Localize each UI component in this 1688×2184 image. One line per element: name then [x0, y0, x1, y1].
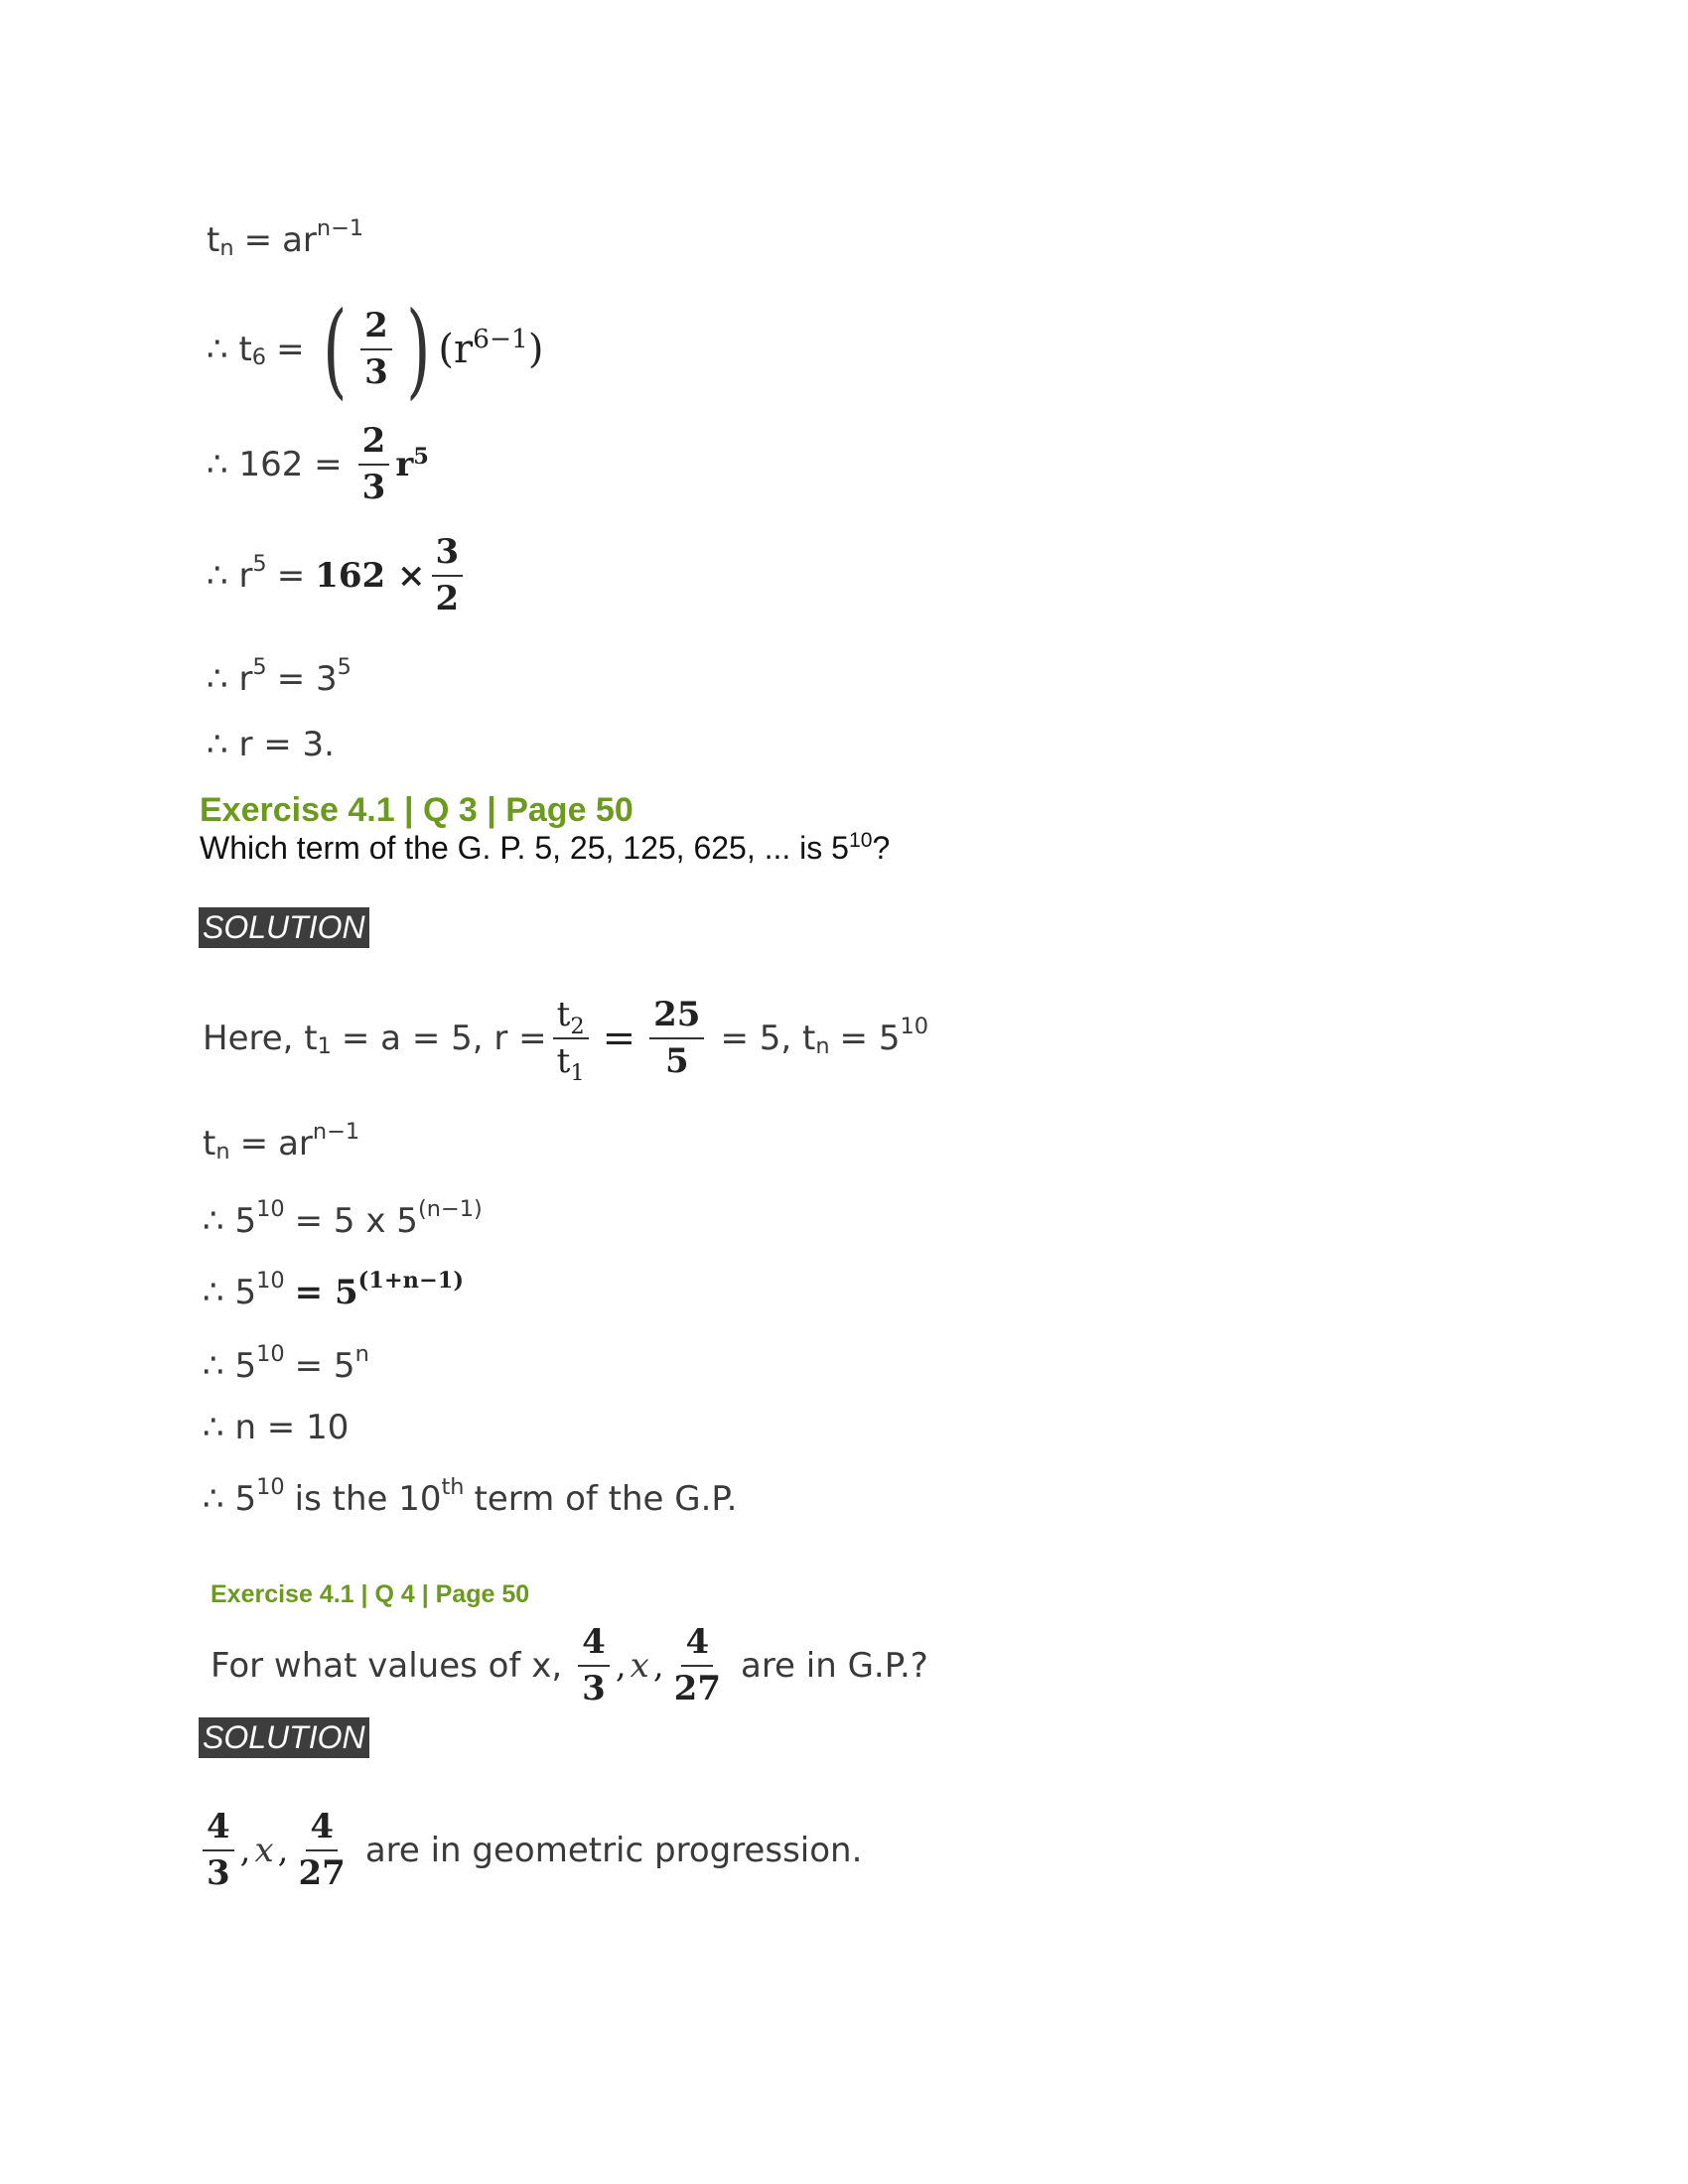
- step-r5-prefix: ∴ r: [207, 556, 253, 597]
- step-text: ∴ r = 3.: [207, 725, 335, 764]
- step-prefix: ∴ 5: [203, 1201, 257, 1241]
- step-prefix: ∴ 5: [203, 1346, 257, 1386]
- q4-statement: [203, 1809, 862, 1893]
- fraction-2-3: [360, 305, 392, 392]
- power-exponent: 5: [413, 444, 429, 471]
- step-sup2: n: [354, 1340, 369, 1367]
- comma: ,: [615, 1646, 627, 1687]
- here-mid3: = 5: [839, 1019, 901, 1059]
- formula-rhs-sup: n−1: [316, 214, 364, 241]
- step-mid: is the 10: [294, 1479, 442, 1519]
- fraction-denominator: [553, 1039, 589, 1087]
- q4-heading: Exercise 4.1 | Q 4 | Page 50: [211, 1580, 530, 1608]
- here-mid2: = 5, t: [720, 1019, 816, 1059]
- step-162: [207, 423, 429, 507]
- step-r5-eq: =: [276, 556, 306, 597]
- step-t6-sub: 6: [251, 343, 267, 370]
- here-sup: 10: [900, 1014, 929, 1040]
- den-sub: 1: [570, 1060, 585, 1087]
- power-group: $(r^{6-1})$: [438, 324, 544, 372]
- fraction-numerator: 4: [681, 1624, 713, 1667]
- formula-rhs: ar: [282, 220, 317, 260]
- statement-end: are in geometric progression.: [364, 1831, 863, 1871]
- here-eq: =: [602, 1016, 636, 1062]
- comma: ,: [239, 1831, 251, 1871]
- here-mid1: = a = 5, r =: [341, 1019, 547, 1059]
- q3-step4: [203, 1408, 349, 1447]
- here-prefix: Here, t: [203, 1019, 318, 1059]
- comma: ,: [277, 1831, 289, 1871]
- fraction-denominator: 27: [298, 1853, 346, 1894]
- step-sup2: th: [441, 1473, 465, 1500]
- fraction-numerator: 2: [358, 423, 390, 466]
- num-sub: 2: [570, 1013, 585, 1039]
- power-r5: [395, 445, 429, 484]
- fraction-numerator: 25: [649, 997, 704, 1039]
- step-end: term of the G.P.: [474, 1479, 738, 1519]
- formula-rhs: ar: [278, 1124, 313, 1163]
- q3-question-sup: 10: [848, 829, 873, 853]
- formula-lhs-sub: n: [215, 1138, 230, 1164]
- fraction-25-5: [649, 997, 704, 1081]
- q3-step1: [203, 1195, 483, 1241]
- q4-solution-badge: SOLUTION: [199, 1717, 369, 1758]
- q3-step2: [203, 1267, 464, 1312]
- q4-question: [211, 1624, 928, 1708]
- step-mid: = 5 x 5: [294, 1201, 418, 1241]
- power-exponent: 6−1: [473, 324, 528, 355]
- formula-rhs-sup: n−1: [312, 1118, 360, 1145]
- fraction-numerator: 2: [360, 308, 392, 350]
- step-eq: = 3: [276, 659, 338, 699]
- power-base: r: [395, 445, 414, 485]
- q3-question: [200, 830, 890, 867]
- q3-heading: Exercise 4.1 | Q 3 | Page 50: [200, 791, 633, 829]
- step-r5-equals: [207, 534, 469, 618]
- fraction-3-2: [432, 534, 464, 618]
- fraction-numerator: [553, 997, 589, 1039]
- step-t6: [207, 289, 544, 410]
- right-paren-icon: ): [405, 289, 431, 410]
- step-prefix: ∴ 5: [203, 1273, 257, 1312]
- den-base: t: [556, 1041, 571, 1082]
- step-sup1: 10: [256, 1340, 285, 1367]
- step-prefix: ∴ 5: [203, 1479, 257, 1519]
- fraction-numerator: 4: [306, 1809, 338, 1851]
- formula-eq: =: [239, 1124, 269, 1163]
- step-r5-value: 162 ×: [315, 556, 426, 597]
- fraction-numerator: 3: [432, 534, 464, 577]
- fraction-4-27: [294, 1809, 349, 1893]
- step-r5-35: [207, 653, 352, 699]
- q3-solution-badge: SOLUTION: [199, 907, 369, 948]
- fraction-4-27: [670, 1624, 725, 1708]
- formula-lhs-sub: n: [219, 234, 234, 261]
- fraction-numerator: 4: [203, 1809, 234, 1851]
- step-mid: = 5: [294, 1273, 358, 1312]
- formula-lhs: t: [207, 220, 220, 260]
- step-sup1: 10: [256, 1195, 285, 1222]
- step-sup: 5: [252, 653, 267, 680]
- fraction-denominator: 3: [207, 1853, 230, 1894]
- fraction-denominator: 2: [435, 579, 460, 619]
- fraction-4-3: [203, 1809, 234, 1893]
- q3-here-line: [203, 995, 929, 1087]
- step-prefix: ∴ r: [207, 659, 253, 699]
- fraction-denominator: 5: [664, 1041, 689, 1082]
- step-sup2: (1+n−1): [357, 1267, 464, 1294]
- step-r5-sup: 5: [252, 551, 267, 578]
- here-sub1: 1: [317, 1033, 332, 1060]
- left-paren-icon: (: [322, 289, 348, 410]
- here-sub2: n: [815, 1033, 830, 1060]
- q3-step5: [203, 1473, 738, 1519]
- step-t6-eq: =: [276, 330, 305, 369]
- step-sup1: 10: [256, 1267, 285, 1294]
- formula-lhs: t: [203, 1124, 216, 1163]
- formula-eq: =: [243, 220, 273, 260]
- variable-x: x: [254, 1831, 274, 1871]
- q4-question-prefix: For what values of x,: [211, 1646, 563, 1687]
- fraction-denominator: 3: [361, 468, 386, 508]
- step-text: ∴ n = 10: [203, 1408, 350, 1447]
- variable-x: x: [630, 1646, 649, 1687]
- q4-question-end: are in G.P.?: [740, 1646, 928, 1687]
- comma: ,: [652, 1646, 664, 1687]
- fraction-denominator: 3: [582, 1669, 606, 1709]
- step-r-3: [207, 725, 335, 764]
- fraction-numerator: 4: [578, 1624, 610, 1667]
- q3-question-end: ?: [872, 830, 891, 866]
- fraction-t2-t1: [553, 995, 589, 1087]
- fraction-4-3: [578, 1624, 610, 1708]
- q3-step3: [203, 1340, 369, 1386]
- step-sup2: (n−1): [417, 1195, 483, 1222]
- step-sup1: 10: [256, 1473, 285, 1500]
- q3-question-text: Which term of the G. P. 5, 25, 125, 625, ... is 5: [200, 830, 849, 866]
- step-162-prefix: ∴ 162 =: [207, 445, 343, 485]
- formula-tn: [207, 214, 364, 261]
- fraction-denominator: 27: [673, 1669, 721, 1709]
- fraction-denominator: 3: [364, 352, 388, 392]
- num-base: t: [556, 995, 571, 1034]
- step-t6-prefix: ∴ t: [207, 330, 252, 369]
- fraction-2-3: [358, 423, 390, 507]
- step-mid: = 5: [294, 1346, 355, 1386]
- power-base: r: [454, 327, 474, 372]
- q3-formula-tn: [203, 1118, 360, 1164]
- step-sup2: 5: [337, 653, 352, 680]
